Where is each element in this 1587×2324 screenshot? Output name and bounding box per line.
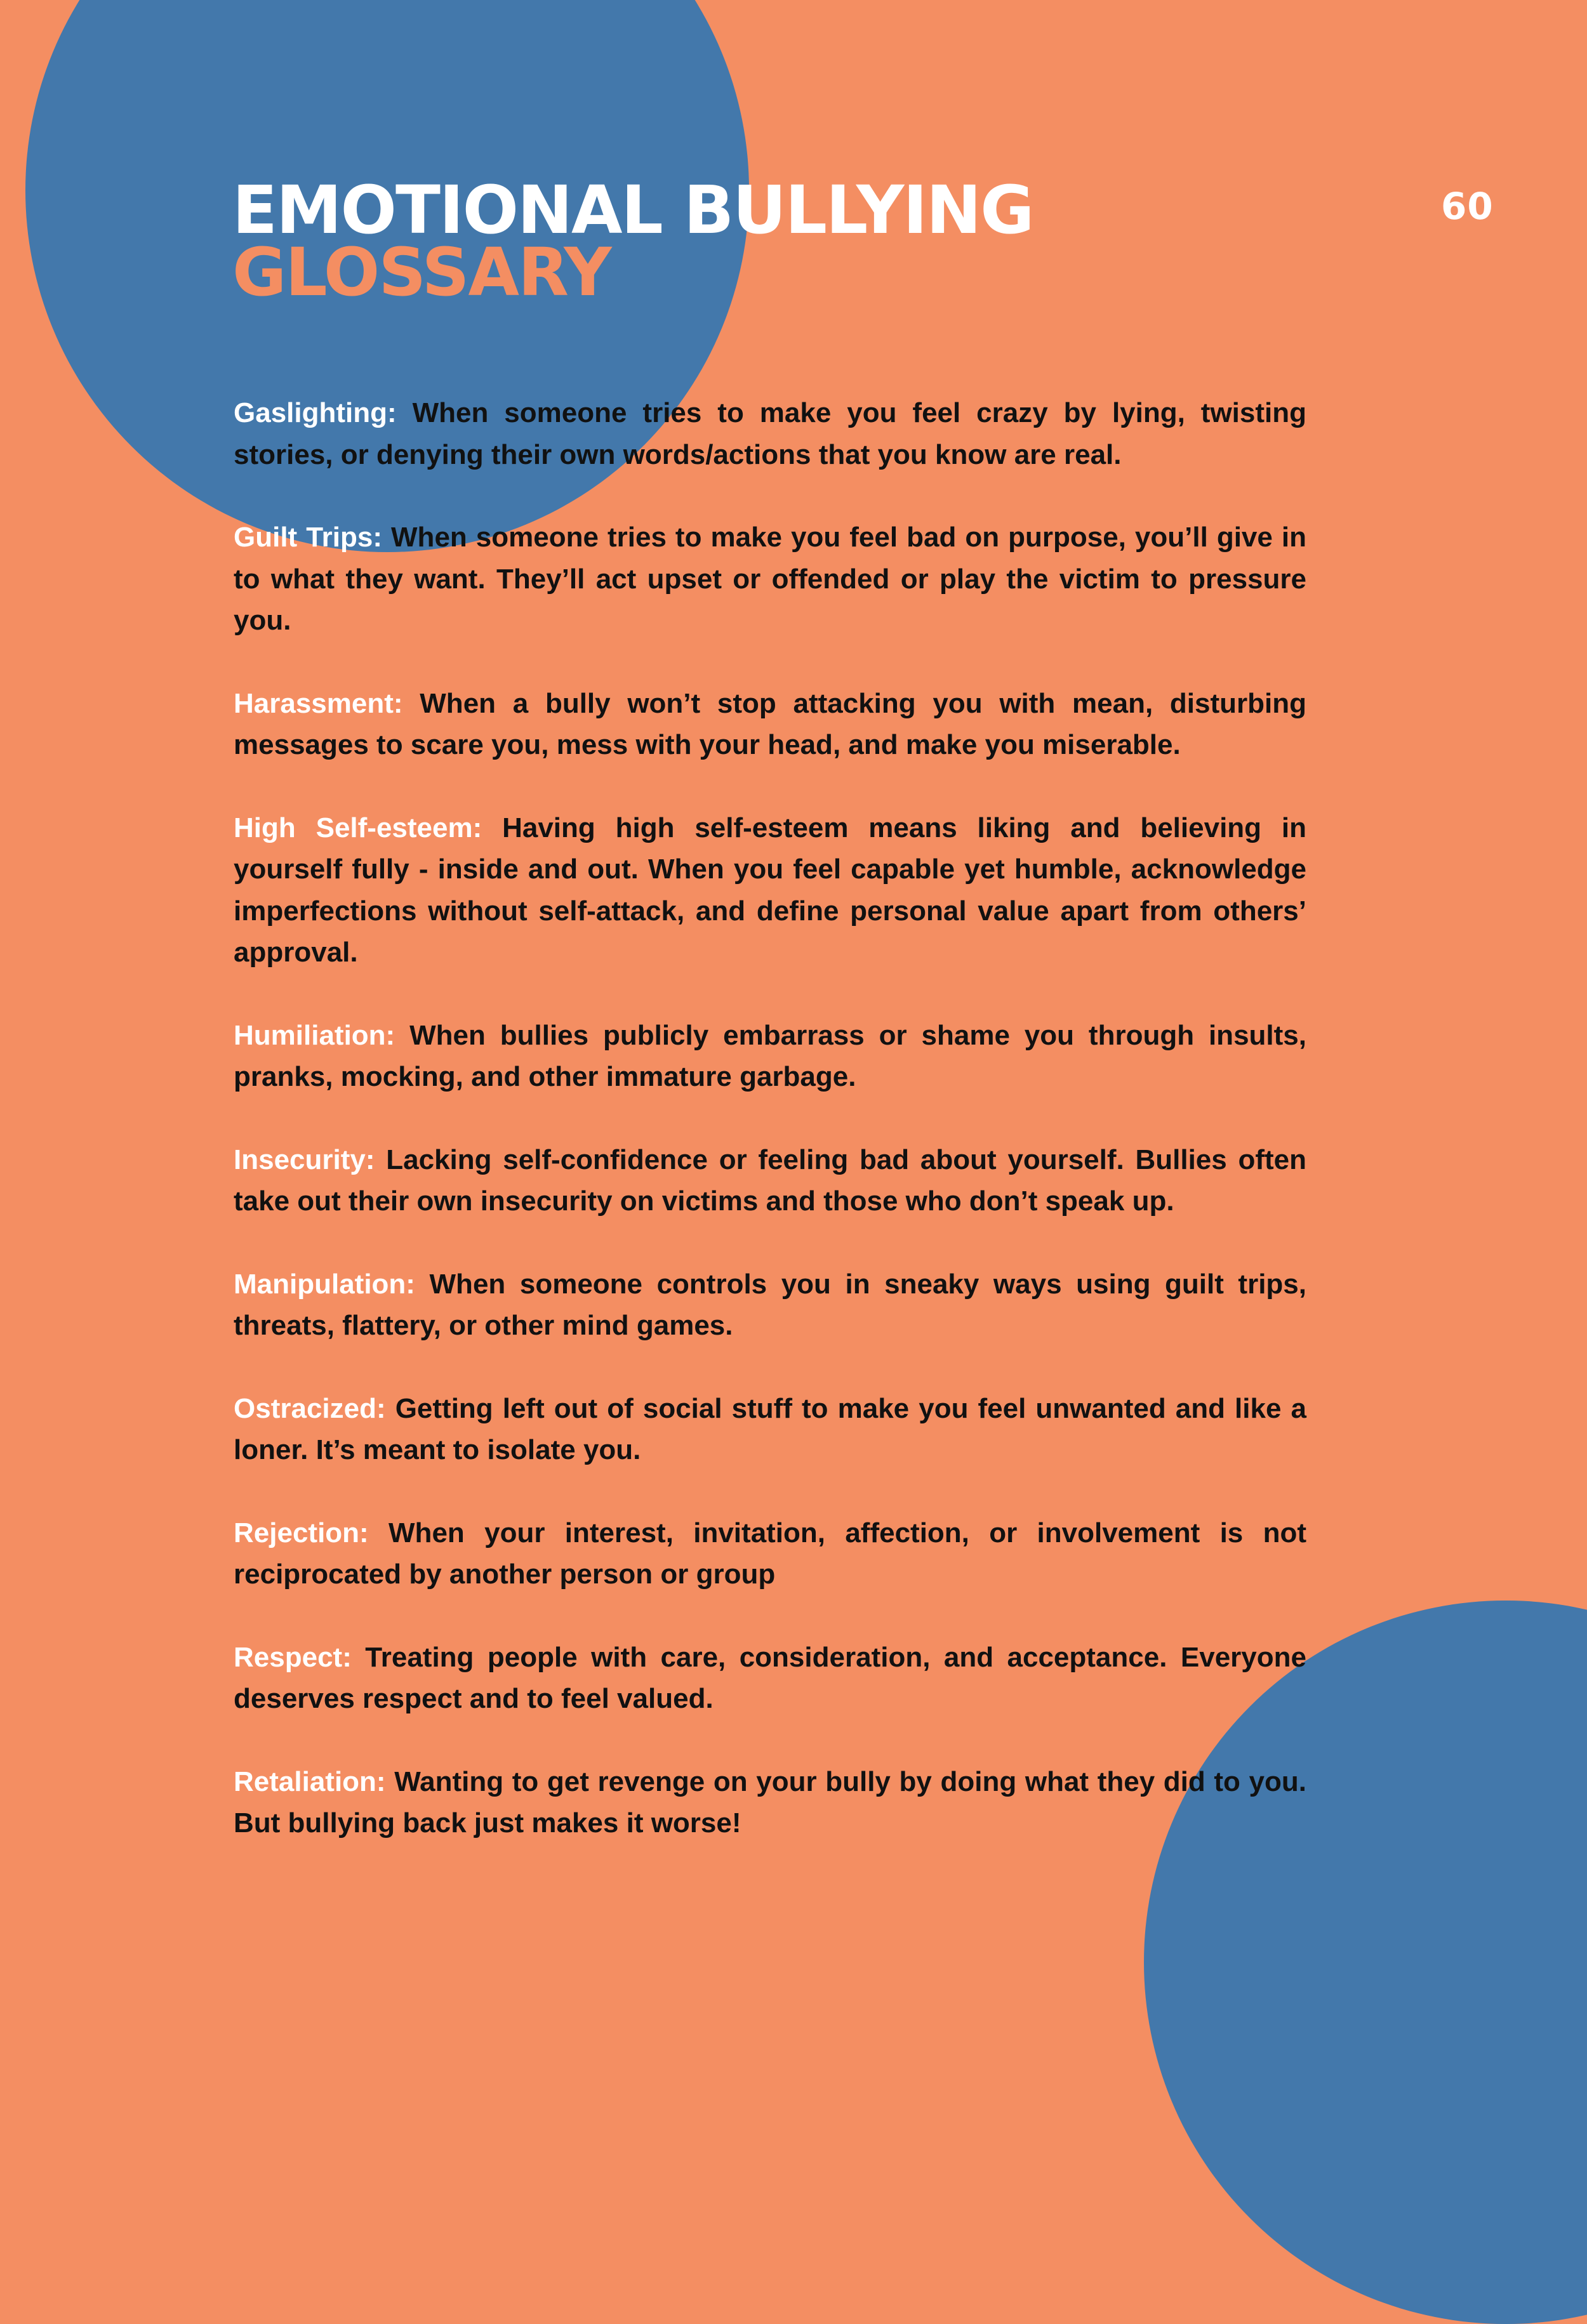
glossary-definition: Treating people with care, consideration, and acceptance. Everyone deserves respect and to feel valued. [234, 1641, 1306, 1714]
glossary-definition: When your interest, invitation, affection, or involvement is not reciprocated by another person or group [234, 1517, 1306, 1590]
glossary-entry-ostracized [234, 1388, 1306, 1471]
glossary-term: Rejection: [234, 1517, 369, 1548]
glossary-term: Respect: [234, 1641, 352, 1673]
glossary-term: Harassment: [234, 687, 403, 719]
glossary-term: Ostracized: [234, 1392, 386, 1424]
glossary-list [234, 392, 1306, 1885]
glossary-term: Retaliation: [234, 1766, 386, 1797]
glossary-entry-insecurity [234, 1139, 1306, 1222]
glossary-term: Manipulation: [234, 1268, 415, 1300]
glossary-entry-humiliation [234, 1015, 1306, 1098]
glossary-definition: Getting left out of social stuff to make you feel unwanted and like a loner. It’s meant to isolate you. [234, 1392, 1306, 1465]
glossary-definition: When bullies publicly embarrass or shame you through insults, pranks, mocking, and other immature garbage. [234, 1019, 1306, 1092]
glossary-term: Insecurity: [234, 1144, 375, 1175]
glossary-entry-high-self-esteem [234, 807, 1306, 974]
glossary-definition: Wanting to get revenge on your bully by doing what they did to you. But bullying back just makes it worse! [234, 1766, 1306, 1839]
glossary-entry-guilt-trips [234, 517, 1306, 642]
glossary-entry-rejection [234, 1512, 1306, 1595]
glossary-definition: When someone tries to make you feel bad on purpose, you’ll give in to what they want. They’ll act upset or offended or play the victim to pressure you. [234, 522, 1306, 636]
glossary-term: Humiliation: [234, 1019, 395, 1051]
title-line-2: GLOSSARY [232, 234, 611, 311]
glossary-definition: Lacking self-confidence or feeling bad about yourself. Bullies often take out their own insecurity on victims and those who don’t speak up. [234, 1144, 1307, 1217]
glossary-definition: Having high self-esteem means liking and believing in yourself fully - inside and out. When you feel capable yet humble, acknowledge imperfections without self-attack, and define personal value apart from others’ approval. [234, 812, 1306, 968]
glossary-term: High Self-esteem: [234, 812, 482, 843]
glossary-entry-harassment [234, 683, 1306, 766]
glossary-entry-manipulation [234, 1264, 1306, 1347]
glossary-definition: When someone tries to make you feel crazy by lying, twisting stories, or denying their own words/actions that you know are real. [234, 397, 1306, 470]
page-number: 60 [1441, 185, 1494, 228]
glossary-definition: When a bully won’t stop attacking you with mean, disturbing messages to scare you, mess with your head, and make you miserable. [234, 687, 1306, 760]
page-title [232, 171, 1033, 311]
glossary-definition: When someone controls you in sneaky ways using guilt trips, threats, flattery, or other mind games. [234, 1268, 1306, 1341]
glossary-entry-retaliation [234, 1761, 1306, 1844]
glossary-term: Gaslighting: [234, 397, 397, 428]
glossary-entry-gaslighting [234, 392, 1306, 475]
glossary-entry-respect [234, 1637, 1306, 1720]
glossary-term: Guilt Trips: [234, 522, 383, 553]
title-line-1: EMOTIONAL BULLYING [232, 171, 1033, 249]
